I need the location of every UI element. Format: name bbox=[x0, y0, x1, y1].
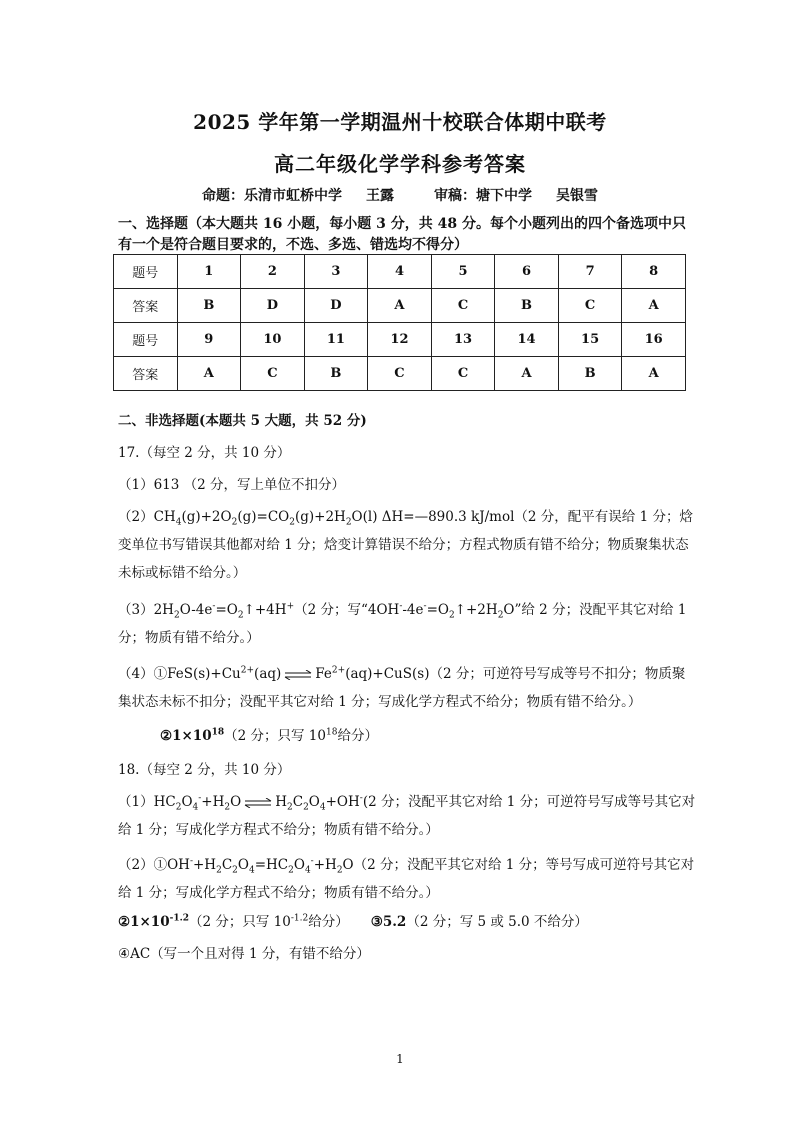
text-run: （1）HC bbox=[118, 794, 176, 810]
answer-cell: D bbox=[304, 289, 368, 323]
subscript: 4 bbox=[175, 517, 182, 528]
row-label: 题号 bbox=[114, 323, 178, 357]
section2-heading: 二、非选择题(本题共 5 大题，共 52 分) bbox=[118, 413, 367, 429]
table-row bbox=[114, 323, 686, 357]
text-run: +H bbox=[313, 857, 337, 873]
question-number: 13 bbox=[431, 323, 495, 357]
subscript: 2 bbox=[448, 610, 455, 621]
text-run: ②1×10 bbox=[118, 914, 170, 930]
answer-cell: B bbox=[304, 357, 368, 391]
text-run: (2 分；没配平其它对给 1 分；可逆符号写成等号其它对给 1 分；写成化学方程式不给分；物质有错不给分。） bbox=[118, 794, 696, 838]
subscript: 2 bbox=[303, 802, 309, 813]
superscript: - bbox=[198, 793, 202, 804]
q17-part4 bbox=[118, 660, 698, 716]
text-run: +H bbox=[192, 857, 217, 873]
document-title: 2025 学年第一学期温州十校联合体期中联考 bbox=[193, 110, 607, 134]
table-row bbox=[114, 289, 686, 323]
superscript: - bbox=[399, 601, 403, 612]
reversible-arrow-icon bbox=[244, 798, 272, 808]
text-run: （3）2H bbox=[118, 602, 174, 618]
text-run: H bbox=[275, 794, 287, 810]
document-subtitle: 高二年级化学学科参考答案 bbox=[274, 152, 526, 176]
superscript: -1.2 bbox=[290, 913, 309, 924]
question-number: 10 bbox=[241, 323, 305, 357]
text-run: C bbox=[292, 794, 304, 810]
table-row bbox=[114, 255, 686, 289]
answer-cell: C bbox=[431, 289, 495, 323]
text-run: O”给 2 分；没配平其它对给 1 分；物质有错不给分。） bbox=[118, 602, 687, 646]
text-run: Fe bbox=[315, 666, 332, 682]
text-run: (g)+2O bbox=[181, 509, 232, 525]
text-run: C bbox=[221, 857, 233, 873]
subscript: 2 bbox=[336, 865, 343, 876]
text-run: O-4e bbox=[179, 602, 213, 618]
answer-cell: C bbox=[241, 357, 305, 391]
question-number: 8 bbox=[622, 255, 686, 289]
text-run: O bbox=[230, 794, 242, 810]
reversible-arrow-icon bbox=[284, 670, 312, 680]
q18-part3 bbox=[118, 912, 698, 932]
subscript: 2 bbox=[173, 610, 180, 621]
subscript: 2 bbox=[232, 865, 238, 876]
subscript: 4 bbox=[248, 865, 255, 876]
text-run: ③5.2 bbox=[370, 914, 407, 930]
question-number: 4 bbox=[368, 255, 432, 289]
text-run: O bbox=[237, 857, 249, 873]
text-run: （2 分；写 5 或 5.0 不给分） bbox=[406, 914, 588, 930]
text-run: =O bbox=[215, 602, 238, 618]
section1-heading: 一、选择题（本大题共 16 小题，每小题 3 分，共 48 分。每个小题列出的四个备选项中只有一个是符合题目要求的，不选、多选、错选均不得分） bbox=[118, 216, 686, 253]
answer-cell: C bbox=[558, 289, 622, 323]
superscript: -1.2 bbox=[169, 913, 190, 924]
superscript: 18 bbox=[326, 727, 338, 738]
row-label: 题号 bbox=[114, 255, 178, 289]
author-line bbox=[0, 185, 800, 205]
answer-cell: A bbox=[368, 289, 432, 323]
text-run: （2 分；写“4OH bbox=[294, 602, 400, 618]
q17-part2 bbox=[118, 503, 698, 587]
question-number: 9 bbox=[177, 323, 241, 357]
subscript: 2 bbox=[288, 865, 294, 876]
text-run: ②1×10 bbox=[160, 728, 212, 744]
superscript: - bbox=[189, 856, 193, 867]
subscript: 2 bbox=[497, 610, 504, 621]
subscript: 2 bbox=[237, 610, 244, 621]
superscript: - bbox=[423, 601, 427, 612]
question-number: 5 bbox=[431, 255, 495, 289]
answer-cell: D bbox=[241, 289, 305, 323]
text-run: 给分） bbox=[308, 914, 349, 930]
superscript: 2+ bbox=[331, 665, 346, 676]
answer-cell: B bbox=[495, 289, 559, 323]
answer-table bbox=[113, 254, 686, 391]
superscript: - bbox=[359, 793, 363, 804]
answer-cell: C bbox=[368, 357, 432, 391]
text-run: （2）CH bbox=[118, 509, 176, 525]
text-run: =HC bbox=[254, 857, 289, 873]
answer-cell: C bbox=[431, 357, 495, 391]
text-run: ↑+4H bbox=[243, 602, 287, 618]
author-label: 命题：乐清市虹桥中学 bbox=[202, 188, 342, 204]
answer-cell: B bbox=[558, 357, 622, 391]
question-number: 11 bbox=[304, 323, 368, 357]
text-run: （2）①OH bbox=[118, 857, 190, 873]
q17-part5 bbox=[160, 726, 740, 746]
question-number: 3 bbox=[304, 255, 368, 289]
text-run: -4e bbox=[402, 602, 424, 618]
superscript: - bbox=[212, 601, 216, 612]
subscript: 2 bbox=[216, 865, 222, 876]
question-number: 7 bbox=[558, 255, 622, 289]
superscript: + bbox=[286, 601, 295, 612]
superscript: 18 bbox=[211, 727, 225, 738]
row-label: 答案 bbox=[114, 357, 178, 391]
subscript: 2 bbox=[175, 802, 182, 813]
question-number: 16 bbox=[622, 323, 686, 357]
subscript: 2 bbox=[345, 517, 352, 528]
text-run: （4）①FeS(s)+Cu bbox=[118, 666, 241, 682]
q17-part3 bbox=[118, 596, 698, 652]
subscript: 2 bbox=[289, 517, 295, 528]
subscript: 4 bbox=[319, 802, 326, 813]
answer-cell: A bbox=[177, 357, 241, 391]
table-row bbox=[114, 357, 686, 391]
text-run: O bbox=[293, 857, 305, 873]
answer-cell: A bbox=[622, 289, 686, 323]
text-run: O bbox=[308, 794, 320, 810]
q17-header: 17.（每空 2 分，共 10 分） bbox=[118, 445, 291, 461]
subscript: 2 bbox=[231, 517, 238, 528]
subscript: 4 bbox=[304, 865, 311, 876]
q18-part4: ④AC（写一个且对得 1 分，有错不给分） bbox=[118, 946, 370, 962]
subscript: 2 bbox=[224, 802, 231, 813]
text-run: O bbox=[181, 794, 193, 810]
text-run: =O bbox=[426, 602, 449, 618]
text-run: O(l) ΔH=—890.3 kJ/mol（2 分，配平有误给 1 分；焓变单位书写错误其他都对给 1 分；焓变计算错误不给分；方程式物质有错不给分；物质聚集状态未标或标错不给分。） bbox=[118, 509, 693, 581]
text-run: O（2 分；没配平其它对给 1 分；等号写成可逆符号其它对给 1 分；写成化学方程式不给分；物质有错不给分。） bbox=[118, 857, 695, 901]
q18-header: 18.（每空 2 分，共 10 分） bbox=[118, 762, 291, 778]
text-run: +OH bbox=[325, 794, 360, 810]
text-run: （2 分；只写 10 bbox=[224, 728, 326, 744]
answer-cell: A bbox=[622, 357, 686, 391]
question-number: 6 bbox=[495, 255, 559, 289]
text-run: (g)=CO bbox=[237, 509, 290, 525]
question-number: 14 bbox=[495, 323, 559, 357]
superscript: - bbox=[310, 856, 314, 867]
subscript: 2 bbox=[286, 802, 293, 813]
text-run: ↑+2H bbox=[454, 602, 498, 618]
text-run: (aq) bbox=[254, 666, 282, 682]
text-run: （2 分；只写 10 bbox=[189, 914, 291, 930]
question-number: 12 bbox=[368, 323, 432, 357]
row-label: 答案 bbox=[114, 289, 178, 323]
text-run: +H bbox=[201, 794, 225, 810]
text-run: (aq)+CuS(s)（2 分；可逆符号写成等号不扣分；物质聚集状态未标不扣分；没配平其它对给 1 分；写成化学方程式不给分；物质有错不给分。） bbox=[118, 666, 686, 710]
reviewer-label: 审稿：塘下中学 bbox=[434, 188, 532, 204]
author-name: 王露 bbox=[366, 188, 394, 204]
answer-cell: A bbox=[495, 357, 559, 391]
question-number: 1 bbox=[177, 255, 241, 289]
reviewer-name: 吴银雪 bbox=[556, 188, 598, 204]
text-run: (g)+2H bbox=[294, 509, 346, 525]
q18-part2 bbox=[118, 851, 698, 907]
q17-part1: （1）613 （2 分，写上单位不扣分） bbox=[118, 477, 346, 493]
superscript: 2+ bbox=[240, 665, 255, 676]
subscript: 4 bbox=[192, 802, 199, 813]
text-run: 给分） bbox=[337, 728, 378, 744]
page-number: 1 bbox=[396, 1052, 404, 1066]
question-number: 2 bbox=[241, 255, 305, 289]
answer-cell: B bbox=[177, 289, 241, 323]
question-number: 15 bbox=[558, 323, 622, 357]
q18-part1 bbox=[118, 788, 698, 844]
